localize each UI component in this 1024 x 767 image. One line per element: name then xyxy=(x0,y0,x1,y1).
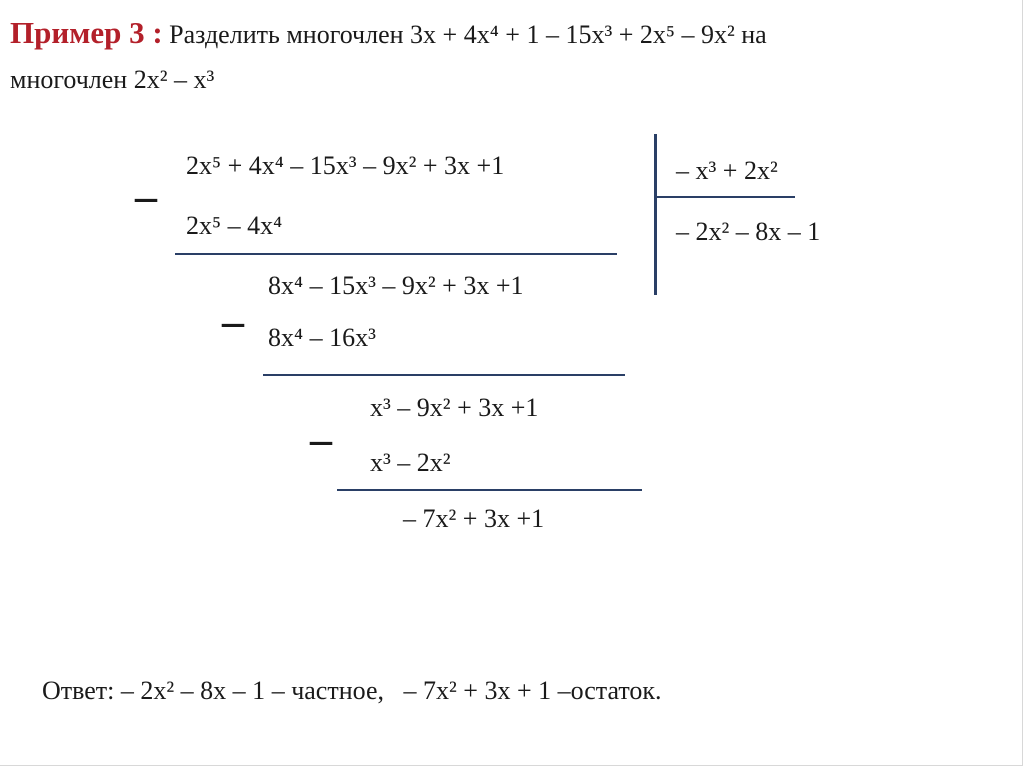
divisor-horizontal-rule xyxy=(655,196,795,198)
problem-statement xyxy=(10,17,767,48)
problem-line-1: Разделить многочлен 3x + 4x⁴ + 1 – 15x³ + 2x⁵ – 9x² на xyxy=(169,20,767,49)
division-rule-3 xyxy=(337,489,642,491)
remainder: – 7x² + 3x +1 xyxy=(403,504,545,533)
answer-quotient-word: – частное, xyxy=(271,676,384,705)
answer-remainder: – 7x² + 3x + 1 xyxy=(403,676,552,705)
minus-sign-3: – xyxy=(310,415,332,464)
answer-remainder-word: –остаток. xyxy=(557,676,662,705)
answer-line xyxy=(42,678,662,704)
subtrahend-1: 2x⁵ – 4x⁴ xyxy=(186,211,283,240)
minus-sign-2: – xyxy=(222,297,244,346)
divisor: – x³ + 2x² xyxy=(676,156,778,185)
subtrahend-3: x³ – 2x² xyxy=(370,448,451,477)
answer-label: Ответ: xyxy=(42,676,115,705)
partial-result-1: 8x⁴ – 15x³ – 9x² + 3x +1 xyxy=(268,271,524,300)
dividend: 2x⁵ + 4x⁴ – 15x³ – 9x² + 3x +1 xyxy=(186,151,505,180)
quotient: – 2x² – 8x – 1 xyxy=(676,217,821,246)
division-rule-2 xyxy=(263,374,625,376)
subtrahend-2: 8x⁴ – 16x³ xyxy=(268,323,376,352)
answer-quotient: – 2x² – 8x – 1 xyxy=(120,676,266,705)
divisor-vertical-rule xyxy=(654,134,657,295)
problem-line-2: многочлен 2x² – x³ xyxy=(10,65,215,94)
minus-sign-1: – xyxy=(135,172,157,221)
example-label: Пример 3 : xyxy=(10,15,163,50)
partial-result-2: x³ – 9x² + 3x +1 xyxy=(370,393,539,422)
division-rule-1 xyxy=(175,253,617,255)
